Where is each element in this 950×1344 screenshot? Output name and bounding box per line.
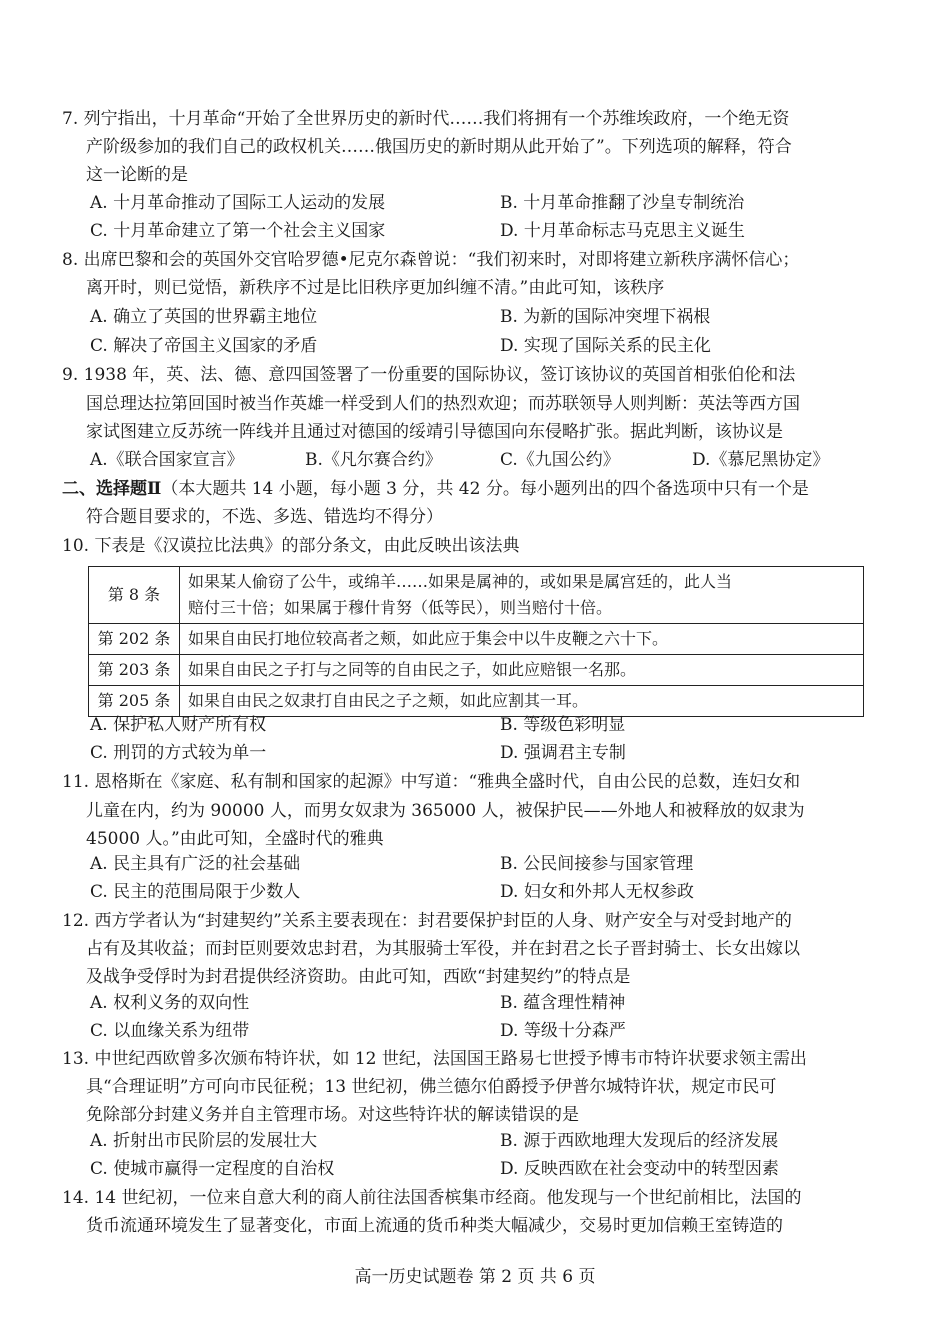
q12-line-2: 占有及其收益；而封臣则要效忠封君，为其服骑士军役，并在封君之长子晋封骑士、长女出嫁以: [86, 939, 800, 959]
q13-option-c: C. 使城市赢得一定程度的自治权: [90, 1159, 335, 1179]
q7-option-b: B. 十月革命推翻了沙皇专制统治: [500, 193, 745, 213]
q10-line-1: 10. 下表是《汉谟拉比法典》的部分条文，由此反映出该法典: [62, 536, 520, 556]
q12-line-3: 及战争受俘时为封君提供经济资助。由此可知，西欧“封建契约”的特点是: [86, 967, 631, 987]
q9-line-1: 9. 1938 年，英、法、德、意四国签署了一份重要的国际协议，签订该协议的英国首相张伯伦和法: [62, 365, 796, 385]
article-cell: 第 205 条: [89, 686, 180, 717]
q13-option-b: B. 源于西欧地理大发现后的经济发展: [500, 1131, 779, 1151]
q12-option-d: D. 等级十分森严: [500, 1021, 626, 1041]
q7-line-1: 7. 列宁指出，十月革命“开始了全世界历史的新时代……我们将拥有一个苏维埃政府，一个绝无资: [62, 109, 790, 129]
q11-option-b: B. 公民间接参与国家管理: [500, 854, 694, 874]
article-text: 赔付三十倍；如果属于穆什肯努（低等民），则当赔付十倍。: [188, 598, 613, 617]
q8-option-c: C. 解决了帝国主义国家的矛盾: [90, 336, 318, 356]
q8-option-d: D. 实现了国际关系的民主化: [500, 336, 711, 356]
q9-option-a: A.《联合国家宣言》: [90, 450, 244, 470]
q13-line-2: 具“合理证明”方可向市民征税；13 世纪初，佛兰德尔伯爵授予伊普尔城特许状，规定市民可: [86, 1077, 777, 1097]
law-table: [88, 566, 864, 717]
q9-option-c: C.《九国公约》: [500, 450, 620, 470]
article-text: 如果自由民打地位较高者之颊，如此应于集会中以牛皮鞭之六十下。: [180, 624, 864, 655]
section2-header: [62, 477, 809, 501]
q12-option-a: A. 权利义务的双向性: [90, 993, 250, 1013]
q8-option-a: A. 确立了英国的世界霸主地位: [90, 307, 318, 327]
q7-option-a: A. 十月革命推动了国际工人运动的发展: [90, 193, 386, 213]
q8-line-1: 8. 出席巴黎和会的英国外交官哈罗德•尼克尔森曾说：“我们初来时，对即将建立新秩序满怀信心；: [62, 250, 800, 270]
q11-line-3: 45000 人。”由此可知，全盛时代的雅典: [86, 829, 384, 849]
q10-option-b: B. 等级色彩明显: [500, 715, 626, 735]
q9-option-b: B.《凡尔赛合约》: [305, 450, 442, 470]
q10-option-a: A. 保护私人财产所有权: [90, 715, 267, 735]
section2-title: 二、选择题Ⅱ: [62, 479, 162, 499]
q11-option-d: D. 妇女和外邦人无权参政: [500, 882, 694, 902]
q13-line-3: 免除部分封建义务并自主管理市场。对这些特许状的解读错误的是: [86, 1105, 579, 1125]
q13-option-a: A. 折射出市民阶层的发展壮大: [90, 1131, 318, 1151]
article-cell: 第 8 条: [89, 567, 180, 624]
q8-line-2: 离开时，则已觉悟，新秩序不过是比旧秩序更加纠缠不清。”由此可知，该秩序: [86, 278, 665, 298]
article-text: 如果自由民之奴隶打自由民之子之颊，如此应割其一耳。: [180, 686, 864, 717]
q13-line-1: 13. 中世纪西欧曾多次颁布特许状，如 12 世纪，法国国王路易七世授予博韦市特许状要求领主需出: [62, 1049, 807, 1069]
q9-line-2: 国总理达拉第回国时被当作英雄一样受到人们的热烈欢迎；而苏联领导人则判断：英法等西方国: [86, 394, 800, 414]
q7-option-c: C. 十月革命建立了第一个社会主义国家: [90, 221, 386, 241]
q10-option-d: D. 强调君主专制: [500, 743, 626, 763]
article-text: 如果某人偷窃了公牛，或绵羊……如果是属神的，或如果是属宫廷的，此人当: [188, 572, 733, 591]
q12-line-1: 12. 西方学者认为“封建契约”关系主要表现在：封君要保护封臣的人身、财产安全与对受封地产的: [62, 911, 792, 931]
table-row: [89, 686, 864, 717]
article-cell: 第 202 条: [89, 624, 180, 655]
table-row: [89, 655, 864, 686]
page-footer: 高一历史试题卷 第 2 页 共 6 页: [354, 1267, 596, 1287]
table-row: [89, 624, 864, 655]
q14-line-2: 货币流通环境发生了显著变化，市面上流通的货币种类大幅减少，交易时更加信赖王室铸造的: [86, 1216, 783, 1236]
q14-line-1: 14. 14 世纪初，一位来自意大利的商人前往法国香槟集市经商。他发现与一个世纪前相比，法国的: [62, 1188, 802, 1208]
q7-line-3: 这一论断的是: [86, 165, 188, 185]
section2-desc: （本大题共 14 小题，每小题 3 分，共 42 分。每小题列出的四个备选项中只有一个是: [161, 479, 809, 499]
article-cell: 第 203 条: [89, 655, 180, 686]
q12-option-c: C. 以血缘关系为纽带: [90, 1021, 250, 1041]
q11-option-a: A. 民主具有广泛的社会基础: [90, 854, 301, 874]
q11-line-2: 儿童在内，约为 90000 人，而男女奴隶为 365000 人，被保护民——外地人和被释放的奴隶为: [86, 801, 805, 821]
table-row: [89, 567, 864, 624]
article-text: 如果自由民之子打与之同等的自由民之子，如此应赔银一名那。: [180, 655, 864, 686]
q9-line-3: 家试图建立反苏统一阵线并且通过对德国的绥靖引导德国向东侵略扩张。据此判断，该协议是: [86, 422, 783, 442]
q8-option-b: B. 为新的国际冲突埋下祸根: [500, 307, 711, 327]
section2-desc-2: 符合题目要求的，不选、多选、错选均不得分）: [86, 507, 443, 527]
q11-line-1: 11. 恩格斯在《家庭、私有制和国家的起源》中写道：“雅典全盛时代，自由公民的总数，连妇女和: [62, 772, 801, 792]
q7-option-d: D. 十月革命标志马克思主义诞生: [500, 221, 745, 241]
q9-option-d: D.《慕尼黑协定》: [692, 450, 830, 470]
q12-option-b: B. 蕴含理性精神: [500, 993, 626, 1013]
q7-line-2: 产阶级参加的我们自己的政权机关……俄国历史的新时期从此开始了”。下列选项的解释，符合: [86, 137, 792, 157]
q10-option-c: C. 刑罚的方式较为单一: [90, 743, 267, 763]
q11-option-c: C. 民主的范围局限于少数人: [90, 882, 301, 902]
article-text-cell: [180, 567, 864, 624]
q13-option-d: D. 反映西欧在社会变动中的转型因素: [500, 1159, 779, 1179]
